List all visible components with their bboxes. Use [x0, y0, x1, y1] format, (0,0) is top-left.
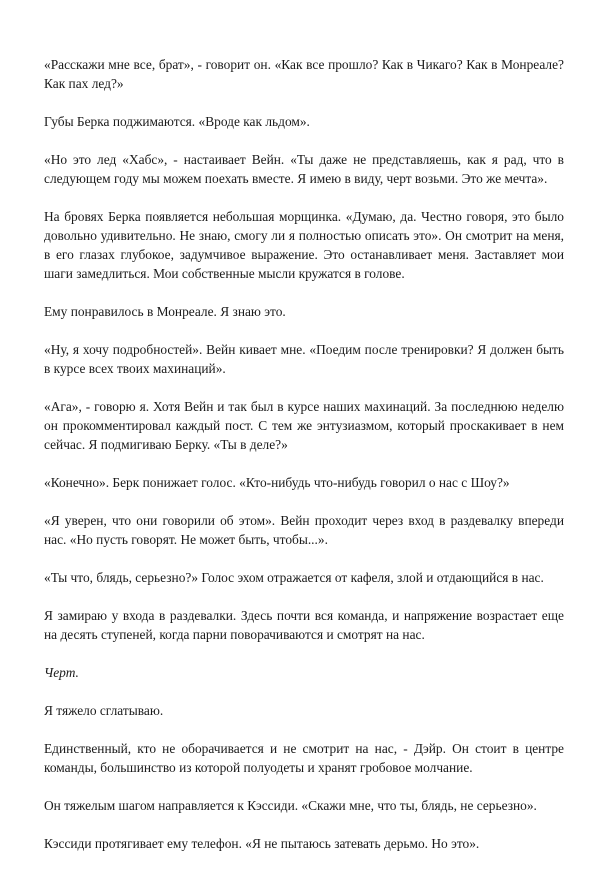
body-text: [44, 55, 564, 872]
paragraph-10: «Ты что, блядь, серьезно?» Голос эхом отражается от кафеля, злой и отдающийся в нас.: [44, 570, 544, 585]
paragraph-12-italic: Черт.: [44, 665, 79, 680]
paragraph-14: Единственный, кто не оборачивается и не смотрит на нас, - Дэйр. Он стоит в центре команды, большинство из которой полуодеты и хранят гробовое молчание.: [44, 741, 564, 775]
paragraph-13: Я тяжело сглатываю.: [44, 703, 164, 718]
paragraph-5: Ему понравилось в Монреале. Я знаю это.: [44, 304, 286, 319]
paragraph-3: «Но это лед «Хабс», - настаивает Вейн. «Ты даже не представляешь, как я рад, что в следующем году мы можем поехать вместе. Я имею в виду, черт возьми. Это же мечта».: [44, 152, 564, 186]
paragraph-15: Он тяжелым шагом направляется к Кэссиди. «Скажи мне, что ты, блядь, не серьезно».: [44, 798, 537, 813]
paragraph-8: «Конечно». Берк понижает голос. «Кто-нибудь что-нибудь говорил о нас с Шоу?»: [44, 475, 510, 490]
paragraph-6: «Ну, я хочу подробностей». Вейн кивает мне. «Поедим после тренировки? Я должен быть в курсе всех твоих махинаций».: [44, 342, 564, 376]
paragraph-4: На бровях Берка появляется небольшая морщинка. «Думаю, да. Честно говоря, это было довольно удивительно. Не знаю, смогу ли я полностью описать это». Он смотрит на меня, в его глазах глубокое, задумчивое выражение. Это останавливает меня. Заставляет мои шаги замедлиться. Мои собственные мысли кружатся в голове.: [44, 209, 564, 281]
paragraph-7: «Ага», - говорю я. Хотя Вейн и так был в курсе наших махинаций. За последнюю неделю он прокомментировал каждый пост. С тем же энтузиазмом, который проскакивает в нем сейчас. Я подмигиваю Берку. «Ты в деле?»: [44, 399, 564, 452]
paragraph-1: «Расскажи мне все, брат», - говорит он. «Как все прошло? Как в Чикаго? Как в Монреале? Как пах лед?»: [44, 57, 564, 91]
paragraph-16: Кэссиди протягивает ему телефон. «Я не пытаюсь затевать дерьмо. Но это».: [44, 836, 480, 851]
paragraph-11: Я замираю у входа в раздевалки. Здесь почти вся команда, и напряжение возрастает еще на десять ступеней, когда парни поворачиваются и смотрят на нас.: [44, 608, 564, 642]
paragraph-9: «Я уверен, что они говорили об этом». Вейн проходит через вход в раздевалку впереди нас. «Но пусть говорят. Не может быть, чтобы...».: [44, 513, 564, 547]
paragraph-2: Губы Берка поджимаются. «Вроде как льдом».: [44, 114, 310, 129]
